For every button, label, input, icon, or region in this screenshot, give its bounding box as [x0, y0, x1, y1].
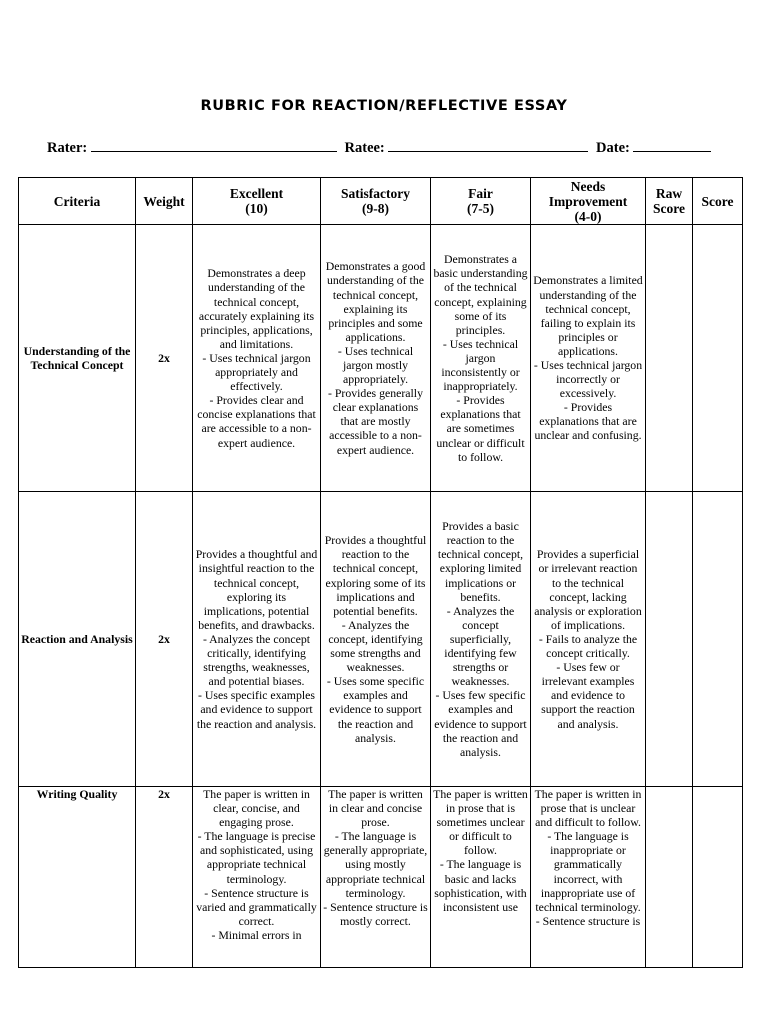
rater-field[interactable]	[91, 138, 337, 152]
header-criteria: Criteria	[19, 178, 136, 225]
header-raw-score: Raw Score	[646, 178, 693, 225]
header-row	[19, 178, 743, 225]
raw-score-cell[interactable]	[646, 787, 693, 968]
header-needs-improvement: Needs Improvement (4-0)	[531, 178, 646, 225]
satisfactory-cell: Provides a thoughtful reaction to the technical concept, exploring some of its implications and potential benefits. - Analyzes the concept, identifying some strengths and weaknesses. - Uses some specific examples and evidence to support the reaction and analysis.	[321, 492, 431, 787]
header-fair: Fair (7-5)	[431, 178, 531, 225]
table-row	[19, 225, 743, 492]
date-label: Date:	[596, 140, 630, 156]
fair-cell: Demonstrates a basic understanding of the technical concept, explaining some of its principles. - Uses technical jargon inconsistently or inappropriately. - Provides explanations that are sometimes unclear or difficult to follow.	[431, 225, 531, 492]
header-excellent: Excellent (10)	[193, 178, 321, 225]
excellent-cell: Provides a thoughtful and insightful reaction to the technical concept, exploring its implications, potential benefits, and drawbacks. - Analyzes the concept critically, identifying strengths, weaknesses, and potential biases. - Uses specific examples and evidence to support the reaction and analysis.	[193, 492, 321, 787]
table-row	[19, 787, 743, 968]
needs-improvement-cell-wrap	[531, 787, 646, 968]
ratee-label: Ratee:	[344, 140, 385, 156]
satisfactory-cell: Demonstrates a good understanding of the technical concept, explaining its principles and some applications. - Uses technical jargon mostly appropriately. - Provides generally clear explanations that are mostly accessible to a non-expert audience.	[321, 225, 431, 492]
criteria-cell: Writing Quality	[19, 787, 136, 968]
satisfactory-cell-wrap	[321, 787, 431, 968]
header-score: Score	[693, 178, 743, 225]
rater-label: Rater:	[47, 140, 88, 156]
excellent-cell: Demonstrates a deep understanding of the technical concept, accurately explaining its principles, applications, and limitations. - Uses technical jargon appropriately and effectively. - Provides clear and concise explanations that are accessible to a non-expert audience.	[193, 225, 321, 492]
needs-improvement-cell: Demonstrates a limited understanding of the technical concept, failing to explain its principles or applications. - Uses technical jargon incorrectly or excessively. - Provides explanations that are unclear and confusing.	[531, 225, 646, 492]
rater-line	[47, 138, 715, 157]
header-weight: Weight	[136, 178, 193, 225]
score-cell[interactable]	[693, 492, 743, 787]
needs-improvement-cell: The paper is written in prose that is unclear and difficult to follow. - The language is inappropriate or grammatically incorrect, with inappropriate use of technical terminology. - Sentence structure is	[534, 787, 642, 928]
rubric-table	[18, 177, 743, 968]
table-row	[19, 492, 743, 787]
score-cell[interactable]	[693, 225, 743, 492]
excellent-cell: The paper is written in clear, concise, and engaging prose. - The language is precise and sophisticated, using appropriate technical terminology. - Sentence structure is varied and grammatically correct. - Minimal errors in	[196, 787, 317, 942]
score-cell[interactable]	[693, 787, 743, 968]
fair-cell: Provides a basic reaction to the technical concept, exploring limited implications or benefits. - Analyzes the concept superficially, identifying few strengths or weaknesses. - Uses few specific examples and evidence to support the reaction and analysis.	[431, 492, 531, 787]
raw-score-cell[interactable]	[646, 225, 693, 492]
excellent-cell-wrap	[193, 787, 321, 968]
page-title: RUBRIC FOR REACTION/REFLECTIVE ESSAY	[200, 98, 568, 114]
weight-cell: 2x	[136, 225, 193, 492]
satisfactory-cell: The paper is written in clear and concise prose. - The language is generally appropriate, using mostly appropriate technical terminology. - Sentence structure is mostly correct.	[323, 787, 428, 928]
raw-score-cell[interactable]	[646, 492, 693, 787]
fair-cell-wrap	[431, 787, 531, 968]
header-satisfactory: Satisfactory (9-8)	[321, 178, 431, 225]
criteria-cell: Understanding of the Technical Concept	[19, 225, 136, 492]
weight-cell: 2x	[136, 492, 193, 787]
date-field[interactable]	[633, 138, 711, 152]
criteria-cell: Reaction and Analysis	[19, 492, 136, 787]
needs-improvement-cell: Provides a superficial or irrelevant reaction to the technical concept, lacking analysis or exploration of implications. - Fails to analyze the concept critically. - Uses few or irrelevant examples and evidence to support the reaction and analysis.	[531, 492, 646, 787]
fair-cell: The paper is written in prose that is sometimes unclear or difficult to follow. - The language is basic and lacks sophistication, with inconsistent use	[433, 787, 528, 914]
weight-cell: 2x	[136, 787, 193, 968]
ratee-field[interactable]	[388, 138, 588, 152]
